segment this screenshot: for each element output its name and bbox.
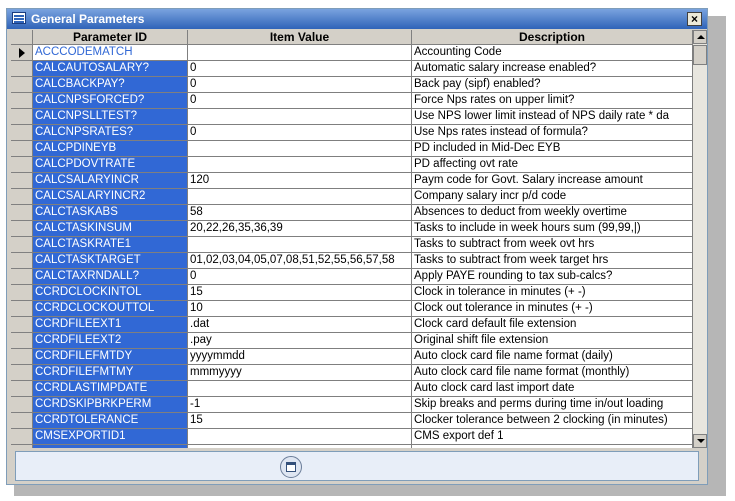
description-cell[interactable]: Paym code for Govt. Salary increase amount bbox=[412, 173, 693, 189]
item-value-cell[interactable] bbox=[188, 157, 412, 173]
item-value-cell[interactable]: .pay bbox=[188, 333, 412, 349]
description-cell[interactable]: Tasks to include in week hours sum (99,99,|) bbox=[412, 221, 693, 237]
table-row[interactable] bbox=[11, 45, 693, 61]
parameter-id-cell[interactable]: CCRDFILEFMTMY bbox=[33, 365, 188, 381]
item-value-cell[interactable]: 01,02,03,04,05,07,08,51,52,55,56,57,58 bbox=[188, 253, 412, 269]
table-row[interactable] bbox=[11, 445, 693, 448]
description-cell[interactable]: PD included in Mid-Dec EYB bbox=[412, 141, 693, 157]
record-selector[interactable] bbox=[11, 141, 33, 157]
parameter-id-cell[interactable]: CALCNPSFORCED? bbox=[33, 93, 188, 109]
description-cell[interactable]: Apply PAYE rounding to tax sub-calcs? bbox=[412, 269, 693, 285]
description-cell[interactable]: Tasks to subtract from week ovt hrs bbox=[412, 237, 693, 253]
item-value-cell[interactable]: mmmyyyy bbox=[188, 365, 412, 381]
record-selector[interactable] bbox=[11, 125, 33, 141]
item-value-cell[interactable]: 58 bbox=[188, 205, 412, 221]
scroll-thumb[interactable] bbox=[693, 45, 707, 65]
description-cell[interactable]: Tasks to subtract from week target hrs bbox=[412, 253, 693, 269]
table-row[interactable] bbox=[11, 61, 693, 77]
table-row[interactable] bbox=[11, 93, 693, 109]
table-row[interactable] bbox=[11, 189, 693, 205]
description-cell[interactable]: Force Nps rates on upper limit? bbox=[412, 93, 693, 109]
record-selector[interactable] bbox=[11, 157, 33, 173]
table-row[interactable] bbox=[11, 125, 693, 141]
item-value-cell[interactable] bbox=[188, 381, 412, 397]
table-row[interactable] bbox=[11, 253, 693, 269]
description-cell[interactable]: Use NPS lower limit instead of NPS daily rate * da bbox=[412, 109, 693, 125]
record-selector[interactable] bbox=[11, 253, 33, 269]
record-selector[interactable] bbox=[11, 397, 33, 413]
column-header-description[interactable]: Description bbox=[412, 30, 693, 45]
item-value-cell[interactable] bbox=[188, 141, 412, 157]
general-parameters-window bbox=[6, 8, 708, 485]
description-cell[interactable]: Clock in tolerance in minutes (+ -) bbox=[412, 285, 693, 301]
parameter-id-cell[interactable]: CALCSALARYINCR bbox=[33, 173, 188, 189]
item-value-cell[interactable]: .dat bbox=[188, 317, 412, 333]
record-selector[interactable] bbox=[11, 237, 33, 253]
description-cell[interactable]: CMS export def 1 bbox=[412, 429, 693, 445]
vertical-scrollbar[interactable] bbox=[693, 30, 707, 448]
item-value-cell[interactable]: 0 bbox=[188, 269, 412, 285]
selector-header bbox=[11, 30, 33, 45]
parameter-id-cell[interactable]: CCRDTOLERANCE bbox=[33, 413, 188, 429]
record-selector[interactable] bbox=[11, 285, 33, 301]
table-row[interactable] bbox=[11, 397, 693, 413]
parameter-id-cell[interactable]: CMSEXPORTID1 bbox=[33, 429, 188, 445]
record-selector-arrow-icon bbox=[19, 48, 25, 58]
table-row[interactable] bbox=[11, 413, 693, 429]
record-selector[interactable] bbox=[11, 269, 33, 285]
description-cell[interactable]: Clock card default file extension bbox=[412, 317, 693, 333]
description-cell[interactable]: Absences to deduct from weekly overtime bbox=[412, 205, 693, 221]
table-row[interactable] bbox=[11, 205, 693, 221]
parameter-id-cell[interactable]: CALCNPSLLTEST? bbox=[33, 109, 188, 125]
parameter-id-cell[interactable]: CCRDFILEEXT1 bbox=[33, 317, 188, 333]
description-cell[interactable]: Auto clock card last import date bbox=[412, 381, 693, 397]
description-cell[interactable]: Accounting Code bbox=[412, 45, 693, 61]
parameter-id-cell[interactable]: CCRDSKIPBRKPERM bbox=[33, 397, 188, 413]
record-selector[interactable] bbox=[11, 365, 33, 381]
description-cell[interactable]: Original shift file extension bbox=[412, 333, 693, 349]
description-cell[interactable]: Automatic salary increase enabled? bbox=[412, 61, 693, 77]
record-selector[interactable] bbox=[11, 445, 33, 448]
parameter-id-cell[interactable]: CALCTASKINSUM bbox=[33, 221, 188, 237]
table-row[interactable] bbox=[11, 157, 693, 173]
record-selector[interactable] bbox=[11, 173, 33, 189]
item-value-cell[interactable] bbox=[188, 109, 412, 125]
table-row[interactable] bbox=[11, 333, 693, 349]
table-row[interactable] bbox=[11, 141, 693, 157]
close-button[interactable]: × bbox=[687, 12, 702, 26]
calendar-icon[interactable] bbox=[280, 456, 302, 478]
table-row[interactable] bbox=[11, 381, 693, 397]
item-value-cell[interactable] bbox=[188, 445, 412, 448]
record-selector[interactable] bbox=[11, 77, 33, 93]
item-value-cell[interactable] bbox=[188, 45, 412, 61]
parameter-id-cell[interactable]: CALCPDINEYB bbox=[33, 141, 188, 157]
table-row[interactable] bbox=[11, 269, 693, 285]
record-selector[interactable] bbox=[11, 93, 33, 109]
parameters-grid bbox=[11, 30, 693, 448]
parameter-id-cell[interactable]: CALCNPSRATES? bbox=[33, 125, 188, 141]
item-value-cell[interactable]: 20,22,26,35,36,39 bbox=[188, 221, 412, 237]
column-header-parameter-id[interactable]: Parameter ID bbox=[33, 30, 188, 45]
parameter-id-cell[interactable]: CALCPDOVTRATE bbox=[33, 157, 188, 173]
record-selector[interactable] bbox=[11, 429, 33, 445]
parameter-id-cell[interactable]: CCRDFILEEXT2 bbox=[33, 333, 188, 349]
item-value-cell[interactable]: 0 bbox=[188, 93, 412, 109]
table-row[interactable] bbox=[11, 173, 693, 189]
record-selector[interactable] bbox=[11, 109, 33, 125]
record-selector[interactable] bbox=[11, 333, 33, 349]
table-row[interactable] bbox=[11, 77, 693, 93]
record-selector[interactable] bbox=[11, 189, 33, 205]
table-row[interactable] bbox=[11, 237, 693, 253]
parameter-id-cell[interactable]: CALCTASKABS bbox=[33, 205, 188, 221]
parameter-id-cell[interactable]: CALCTAXRNDALL? bbox=[33, 269, 188, 285]
parameter-id-cell[interactable]: CALCTASKTARGET bbox=[33, 253, 188, 269]
record-selector[interactable] bbox=[11, 381, 33, 397]
parameter-id-cell[interactable]: CCRDFILEFMTDY bbox=[33, 349, 188, 365]
parameter-id-cell[interactable]: CCRDCLOCKINTOL bbox=[33, 285, 188, 301]
table-row[interactable] bbox=[11, 221, 693, 237]
item-value-cell[interactable] bbox=[188, 237, 412, 253]
table-row[interactable] bbox=[11, 301, 693, 317]
item-value-cell[interactable]: 15 bbox=[188, 285, 412, 301]
record-selector[interactable] bbox=[11, 205, 33, 221]
item-value-cell[interactable]: 0 bbox=[188, 77, 412, 93]
parameter-id-cell[interactable]: CCRDLASTIMPDATE bbox=[33, 381, 188, 397]
form-footer bbox=[15, 451, 699, 481]
table-row[interactable] bbox=[11, 429, 693, 445]
parameter-id-cell[interactable]: CALCBACKPAY? bbox=[33, 77, 188, 93]
scroll-up-button[interactable] bbox=[693, 30, 707, 44]
description-cell[interactable]: Clocker tolerance between 2 clocking (in minutes) bbox=[412, 413, 693, 429]
table-row[interactable] bbox=[11, 365, 693, 381]
parameter-id-cell[interactable]: CALCTASKRATE1 bbox=[33, 237, 188, 253]
parameter-id-cell[interactable]: CCRDCLOCKOUTTOL bbox=[33, 301, 188, 317]
item-value-cell[interactable]: 0 bbox=[188, 125, 412, 141]
item-value-cell[interactable]: 15 bbox=[188, 413, 412, 429]
window-title: General Parameters bbox=[31, 12, 145, 26]
record-selector[interactable] bbox=[11, 61, 33, 77]
description-cell[interactable]: Company salary incr p/d code bbox=[412, 189, 693, 205]
table-row[interactable] bbox=[11, 285, 693, 301]
record-selector[interactable] bbox=[11, 221, 33, 237]
parameter-id-cell[interactable]: CALCSALARYINCR2 bbox=[33, 189, 188, 205]
title-bar[interactable] bbox=[7, 9, 707, 29]
item-value-cell[interactable] bbox=[188, 429, 412, 445]
description-cell[interactable]: PD affecting ovt rate bbox=[412, 157, 693, 173]
table-row[interactable] bbox=[11, 317, 693, 333]
description-cell[interactable]: Clock out tolerance in minutes (+ -) bbox=[412, 301, 693, 317]
record-selector[interactable] bbox=[11, 301, 33, 317]
form-icon bbox=[12, 12, 26, 24]
description-cell[interactable]: Auto clock card file name format (monthly) bbox=[412, 365, 693, 381]
record-selector[interactable] bbox=[11, 349, 33, 365]
description-cell[interactable]: Back pay (sipf) enabled? bbox=[412, 77, 693, 93]
table-row[interactable] bbox=[11, 109, 693, 125]
item-value-cell[interactable]: 120 bbox=[188, 173, 412, 189]
description-cell[interactable]: Auto clock card file name format (daily) bbox=[412, 349, 693, 365]
record-selector[interactable] bbox=[11, 413, 33, 429]
record-selector[interactable] bbox=[11, 45, 33, 61]
item-value-cell[interactable]: 10 bbox=[188, 301, 412, 317]
column-header-item-value[interactable]: Item Value bbox=[188, 30, 412, 45]
item-value-cell[interactable]: yyyymmdd bbox=[188, 349, 412, 365]
record-selector[interactable] bbox=[11, 317, 33, 333]
description-cell[interactable]: Skip breaks and perms during time in/out loading bbox=[412, 397, 693, 413]
item-value-cell[interactable]: -1 bbox=[188, 397, 412, 413]
table-row[interactable] bbox=[11, 349, 693, 365]
description-cell[interactable] bbox=[412, 445, 693, 448]
parameter-id-cell[interactable] bbox=[33, 445, 188, 448]
scroll-down-button[interactable] bbox=[693, 434, 707, 448]
parameter-id-cell[interactable]: ACCCODEMATCH bbox=[33, 45, 188, 61]
description-cell[interactable]: Use Nps rates instead of formula? bbox=[412, 125, 693, 141]
parameter-id-cell[interactable]: CALCAUTOSALARY? bbox=[33, 61, 188, 77]
item-value-cell[interactable]: 0 bbox=[188, 61, 412, 77]
item-value-cell[interactable] bbox=[188, 189, 412, 205]
